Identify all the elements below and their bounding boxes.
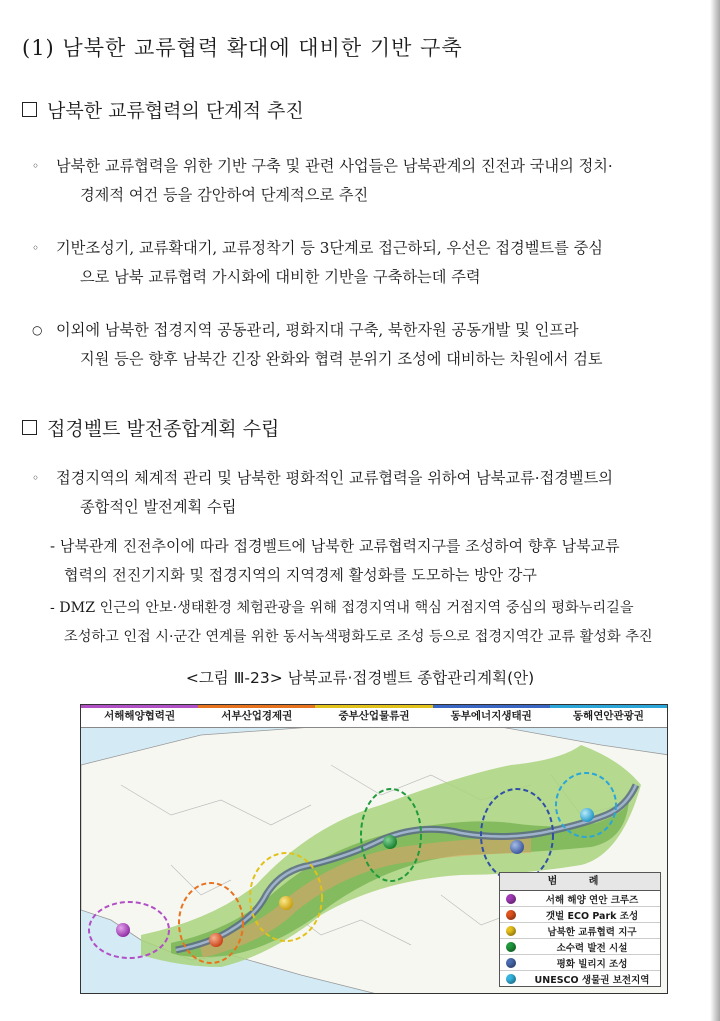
checkbox-square-icon: [22, 420, 37, 435]
green-dot-icon: [506, 942, 516, 952]
zone-east-energy: [433, 705, 550, 727]
legend-label: 소수력 발전 시설: [556, 942, 628, 954]
dash-line: 협력의 전진기지화 및 접경지역의 지역경제 활성화를 도모하는 방안 강구: [64, 566, 537, 584]
zone-label: 서해해양협력권: [104, 710, 176, 722]
legend-label: 남북한 교류협력 지구: [547, 926, 637, 938]
paragraph-line: 남북한 교류협력을 위한 기반 구축 및 관련 사업들은 남북관계의 진전과 국내의 정치·: [56, 157, 613, 175]
dash-item-1: [50, 532, 712, 590]
zone-west-industry: [198, 705, 315, 727]
zone-east-coast-tourism: [550, 705, 667, 727]
zone-color-bar: [550, 705, 667, 708]
paragraph-line: 지원 등은 향후 남북간 긴장 완화와 협력 분위기 조성에 대비하는 차원에서 검토: [80, 350, 603, 368]
bullet-icon: ◦: [32, 241, 40, 255]
zone-label: 서부산업경제권: [221, 710, 293, 722]
cyan-dot-icon: [506, 974, 516, 984]
purple-dot-icon: [506, 894, 516, 904]
legend-label: 평화 빌리지 조성: [556, 958, 628, 970]
map-legend: [499, 872, 661, 987]
legend-label: 갯벌 ECO Park 조성: [545, 910, 639, 922]
zone-label: 동해연안관광권: [572, 710, 644, 722]
heading-border-belt-plan: [22, 414, 279, 441]
bullet-icon: ○: [32, 323, 43, 337]
heading-stepwise-promotion: [22, 96, 304, 123]
dash-item-2: [50, 594, 712, 652]
bullet-icon: ◦: [32, 159, 40, 173]
section-title: (1) 남북한 교류협력 확대에 대비한 기반 구축: [22, 36, 463, 60]
dash-line: - DMZ 인근의 안보·생태환경 체험관광을 위해 접경지역내 핵심 거점지역 중심의 평화누리길을: [50, 600, 634, 616]
legend-title: 범 례: [500, 873, 660, 891]
heading-text: 접경벨트 발전종합계획 수립: [47, 418, 280, 440]
paragraph-1: [32, 152, 712, 210]
legend-row: [500, 955, 660, 971]
paragraph-line: 접경지역의 체계적 관리 및 남북한 평화적인 교류협력을 위하여 남북교류·접경벨트의: [56, 469, 613, 487]
paragraph-line: 종합적인 발전계획 수립: [80, 498, 237, 516]
blue-dot-icon: [506, 958, 516, 968]
zone-color-bar: [198, 705, 315, 708]
legend-row: [500, 891, 660, 907]
dash-line: - 남북관계 진전추이에 따라 접경벨트에 남북한 교류협력지구를 조성하여 향후 남북교류: [50, 537, 620, 555]
zone-color-bar: [81, 705, 198, 708]
dash-line: 조성하고 인접 시·군간 연계를 위한 동서녹색평화도로 조성 등으로 접경지역간 교류 활성화 추진: [64, 629, 653, 645]
zone-color-bar: [433, 705, 550, 708]
zone-label: 중부산업물류권: [338, 710, 410, 722]
paragraph-line: 이외에 남북한 접경지역 공동관리, 평화지대 구축, 북한자원 공동개발 및 인프라: [56, 321, 579, 339]
zone-west-sea: [81, 705, 198, 727]
bullet-icon: ◦: [32, 471, 40, 485]
paragraph-2: [32, 234, 712, 292]
paragraph-line: 으로 남북 교류협력 가시화에 대비한 기반을 구축하는데 주력: [80, 268, 481, 286]
zone-central-logistics: [315, 705, 432, 727]
heading-text: 남북한 교류협력의 단계적 추진: [47, 100, 304, 122]
checkbox-square-icon: [22, 102, 37, 117]
paragraph-line: 경제적 여건 등을 감안하여 단계적으로 추진: [80, 186, 369, 204]
legend-row: [500, 923, 660, 939]
paragraph-line: 기반조성기, 교류확대기, 교류정착기 등 3단계로 접근하되, 우선은 접경벨트를 중심: [56, 239, 603, 257]
legend-row: [500, 971, 660, 986]
legend-row: [500, 939, 660, 955]
yellow-dot-icon: [506, 926, 516, 936]
orange-dot-icon: [506, 910, 516, 920]
zone-color-bar: [315, 705, 432, 708]
legend-row: [500, 907, 660, 923]
legend-label: UNESCO 생물권 보전지역: [534, 974, 650, 986]
zone-label: 동부에너지생태권: [450, 710, 532, 722]
legend-label: 서해 해양 연안 크루즈: [545, 894, 639, 906]
page-edge-shadow: [710, 0, 720, 1021]
zone-header: [81, 705, 667, 728]
border-belt-map: [80, 704, 668, 994]
paragraph-4: [32, 464, 712, 522]
paragraph-3: [32, 316, 712, 374]
figure-caption: <그림 Ⅲ-23> 남북교류·접경벨트 종합관리계획(안): [185, 669, 535, 687]
